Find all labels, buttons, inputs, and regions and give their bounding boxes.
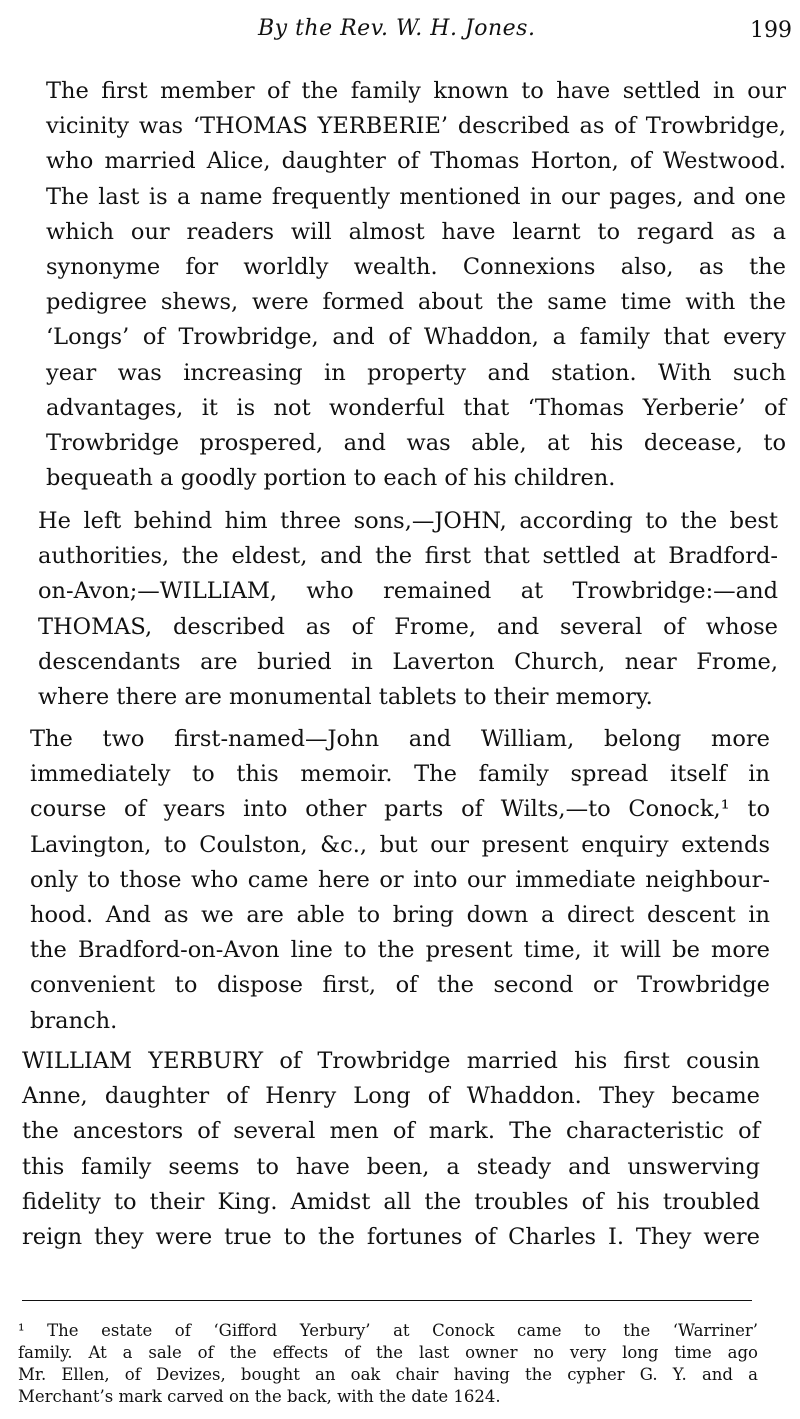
- text-line: He left behind him three sons,—JOHN, according to the best: [38, 508, 778, 534]
- text-line: convenient to dispose first, of the second or Trowbridge: [30, 972, 770, 999]
- text-line: immediately to this memoir. The family spread itself in: [30, 761, 770, 788]
- text-line: Lavington, to Coulston, &c., but our present enquiry extends: [30, 831, 770, 858]
- text-line: vicinity was ‘THOMAS YERBERIE’ described as of Trowbridge,: [46, 113, 786, 140]
- text-line: year was increasing in property and station. With such: [46, 359, 786, 386]
- text-line: the Bradford-on-Avon line to the present time, it will be more: [30, 937, 770, 964]
- text-line: The first member of the family known to have settled in our: [46, 78, 786, 104]
- text-line: descendants are buried in Laverton Church, near Frome,: [38, 648, 778, 675]
- footnote-line: Merchant’s mark carved on the back, with the date 1624.: [18, 1387, 501, 1406]
- text-line: branch.: [30, 1007, 118, 1034]
- text-line: which our readers will almost have learnt to regard as a: [46, 218, 786, 245]
- paragraph-2: [38, 504, 778, 715]
- text-line: bequeath a goodly portion to each of his children.: [46, 465, 616, 492]
- text-line: reign they were true to the fortunes of Charles I. They were: [22, 1224, 760, 1251]
- text-line: who married Alice, daughter of Thomas Horton, of Westwood.: [46, 148, 786, 175]
- text-line: authorities, the eldest, and the first that settled at Bradford-: [38, 543, 778, 570]
- text-line: course of years into other parts of Wilts,—to Conock,¹ to: [30, 796, 770, 823]
- text-line: on-Avon;—WILLIAM, who remained at Trowbridge:—and: [38, 578, 778, 605]
- text-line: only to those who came here or into our immediate neighbour-: [30, 866, 770, 893]
- text-line: The last is a name frequently mentioned in our pages, and one: [46, 183, 786, 210]
- text-line: Trowbridge prospered, and was able, at his decease, to: [46, 430, 786, 457]
- text-line: Anne, daughter of Henry Long of Whaddon. They became: [22, 1083, 760, 1110]
- footnote-line: ¹ The estate of ‘Gifford Yerbury’ at Conock came to the ‘Warriner’: [18, 1321, 758, 1340]
- text-line: THOMAS, described as of Frome, and several of whose: [38, 613, 778, 640]
- text-line: synonyme for worldly wealth. Connexions also, as the: [46, 254, 786, 281]
- footnote-line: Mr. Ellen, of Devizes, bought an oak chair having the cypher G. Y. and a: [18, 1365, 758, 1384]
- text-line: this family seems to have been, a steady and unswerving: [22, 1153, 760, 1180]
- text-line: hood. And as we are able to bring down a direct descent in: [30, 902, 770, 929]
- footnote: [18, 1320, 758, 1408]
- footnote-divider: [22, 1300, 752, 1301]
- running-title: By the Rev. W. H. Jones.: [258, 16, 536, 41]
- text-line: where there are monumental tablets to their memory.: [38, 684, 653, 711]
- page-header: [0, 16, 800, 52]
- text-line: The two first-named—John and William, belong more: [30, 726, 770, 752]
- paragraph-1: [46, 74, 786, 496]
- page-number: 199: [750, 18, 792, 43]
- footnote-line: family. At a sale of the effects of the last owner no very long time ago: [18, 1343, 758, 1362]
- paragraph-3: [30, 722, 770, 1039]
- text-line: the ancestors of several men of mark. The characteristic of: [22, 1118, 760, 1145]
- text-line: advantages, it is not wonderful that ‘Thomas Yerberie’ of: [46, 394, 786, 421]
- text-line: pedigree shews, were formed about the same time with the: [46, 289, 786, 316]
- text-line: WILLIAM YERBURY of Trowbridge married his first cousin: [22, 1048, 760, 1074]
- text-line: ‘Longs’ of Trowbridge, and of Whaddon, a family that every: [46, 324, 786, 351]
- text-line: fidelity to their King. Amidst all the troubles of his troubled: [22, 1188, 760, 1215]
- paragraph-4: [22, 1044, 760, 1255]
